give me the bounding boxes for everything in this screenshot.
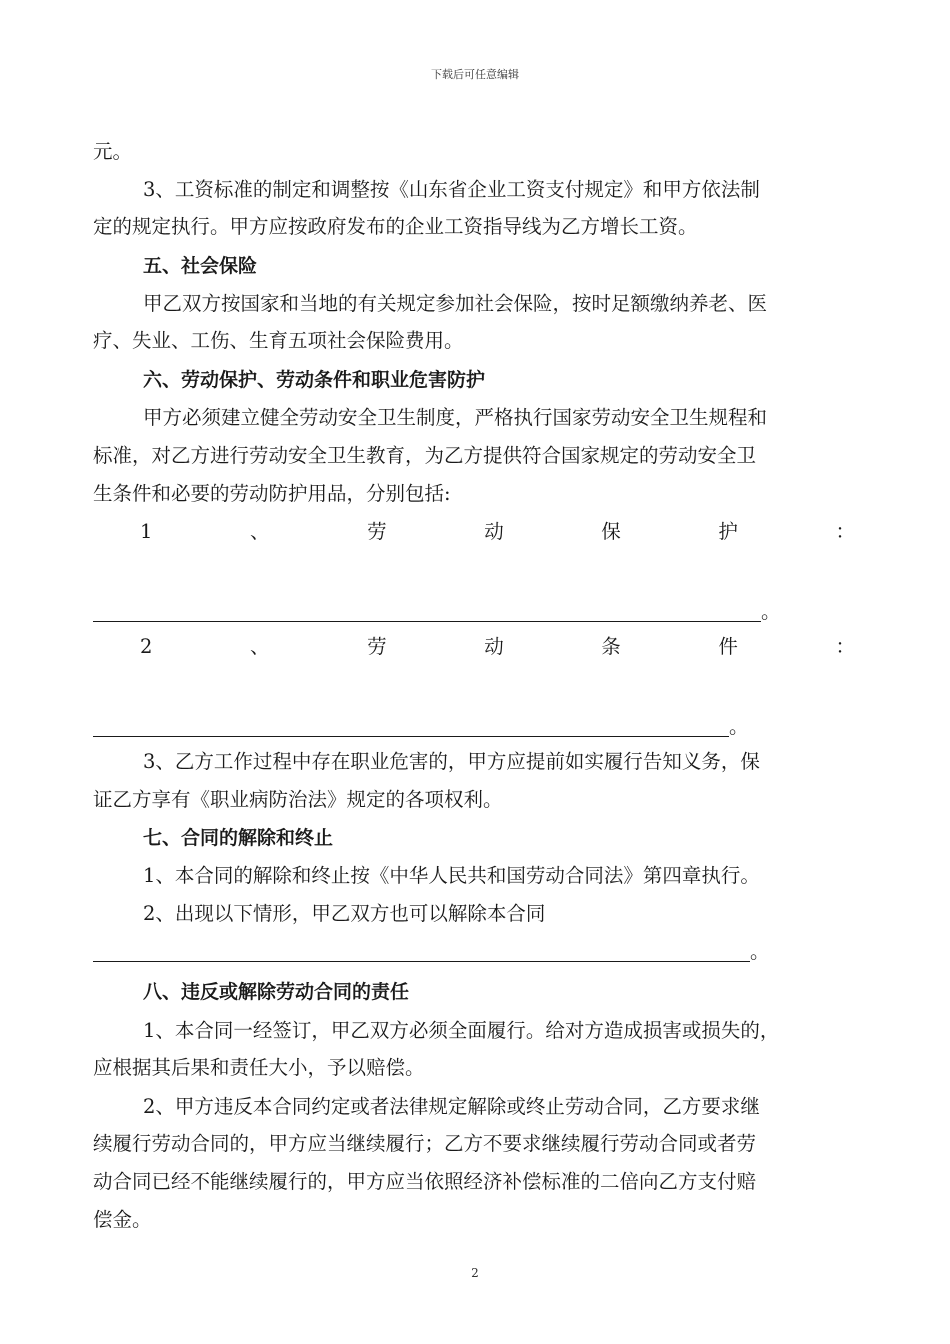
paragraph-line: 甲方必须建立健全劳动安全卫生制度，严格执行国家劳动安全卫生规程和 xyxy=(143,406,768,429)
paragraph-line: 3、工资标准的制定和调整按《山东省企业工资支付规定》和甲方依法制 xyxy=(143,178,760,201)
item-char: ： xyxy=(835,520,855,543)
section-heading-labor-protection: 六、劳动保护、劳动条件和职业危害防护 xyxy=(143,369,486,391)
paragraph-line: 动合同已经不能继续履行的，甲方应当依照经济补偿标准的二倍向乙方支付赔 xyxy=(93,1170,757,1193)
item-char: 条 xyxy=(601,635,621,658)
item-char: 2 xyxy=(140,635,153,658)
paragraph-line: 元。 xyxy=(93,140,133,163)
fill-in-blank-labor-conditions xyxy=(93,715,753,739)
section-heading-social-insurance: 五、社会保险 xyxy=(143,255,258,277)
blank-end-mark: 。 xyxy=(761,600,781,623)
item-char: 动 xyxy=(484,635,504,658)
paragraph-line: 应根据其后果和责任大小，予以赔偿。 xyxy=(93,1056,425,1079)
paragraph-line: 1、本合同的解除和终止按《中华人民共和国劳动合同法》第四章执行。 xyxy=(143,864,760,887)
paragraph-line: 续履行劳动合同的，甲方应当继续履行；乙方不要求继续履行劳动合同或者劳 xyxy=(93,1132,757,1155)
page-header: 下载后可任意编辑 xyxy=(431,68,519,81)
item-char: ： xyxy=(835,635,855,658)
paragraph-line: 3、乙方工作过程中存在职业危害的，甲方应提前如实履行告知义务，保 xyxy=(143,750,760,773)
fill-in-blank-labor-protection xyxy=(93,600,783,624)
section-heading-termination: 七、合同的解除和终止 xyxy=(143,827,334,849)
paragraph-line: 偿金。 xyxy=(93,1208,152,1231)
paragraph-line: 2、甲方违反本合同约定或者法律规定解除或终止劳动合同，乙方要求继 xyxy=(143,1095,760,1118)
item-char: 劳 xyxy=(367,635,387,658)
item-char: 保 xyxy=(601,520,621,543)
item-char: 、 xyxy=(250,520,270,543)
paragraph-line: 定的规定执行。甲方应按政府发布的企业工资指导线为乙方增长工资。 xyxy=(93,215,698,238)
paragraph-line: 疗、失业、工伤、生育五项社会保险费用。 xyxy=(93,329,464,352)
page-number: 2 xyxy=(471,1266,479,1280)
item-labor-conditions-label xyxy=(140,635,855,659)
blank-underline xyxy=(93,736,729,737)
blank-end-mark: 。 xyxy=(729,715,749,738)
blank-end-mark: 。 xyxy=(750,940,770,963)
item-char: 1 xyxy=(140,520,153,543)
item-char: 动 xyxy=(484,520,504,543)
item-char: 劳 xyxy=(367,520,387,543)
item-char: 、 xyxy=(250,635,270,658)
paragraph-line: 证乙方享有《职业病防治法》规定的各项权利。 xyxy=(93,788,503,811)
paragraph-line: 标准，对乙方进行劳动安全卫生教育，为乙方提供符合国家规定的劳动安全卫 xyxy=(93,444,757,467)
item-char: 件 xyxy=(718,635,738,658)
item-labor-protection-label xyxy=(140,520,855,544)
paragraph-line: 生条件和必要的劳动防护用品，分别包括: xyxy=(93,482,451,505)
blank-underline xyxy=(93,961,750,962)
section-heading-liability: 八、违反或解除劳动合同的责任 xyxy=(143,981,410,1003)
paragraph-line: 1、本合同一经签订，甲乙双方必须全面履行。给对方造成损害或损失的， xyxy=(143,1019,780,1042)
item-char: 护 xyxy=(718,520,738,543)
blank-underline xyxy=(93,621,761,622)
paragraph-line: 2、出现以下情形，甲乙双方也可以解除本合同 xyxy=(143,902,546,925)
paragraph-line: 甲乙双方按国家和当地的有关规定参加社会保险，按时足额缴纳养老、医 xyxy=(143,292,768,315)
fill-in-blank-termination xyxy=(93,940,773,964)
